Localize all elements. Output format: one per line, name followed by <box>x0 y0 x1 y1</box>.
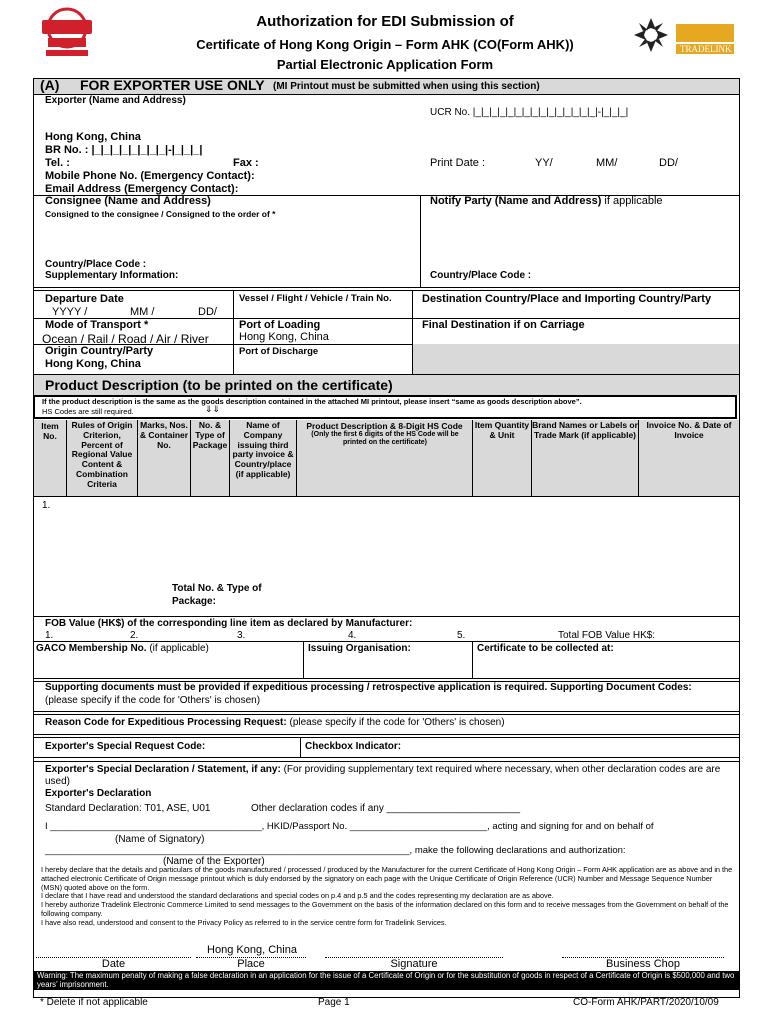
reason-code[interactable]: Reason Code for Expeditious Processing Request: (please specify if the code for 'Others' is chosen) <box>45 717 505 728</box>
declaration-p4: I have also read, understood and consent to the Privacy Policy as referred to in the service centre form for Tradelink Services. <box>41 917 447 927</box>
fob-3[interactable]: 3. <box>237 630 246 641</box>
print-date-dd[interactable]: DD/ <box>659 157 678 169</box>
consignee-sub: Consigned to the consignee / Consigned to the order of * <box>45 209 276 219</box>
vessel-label[interactable]: Vessel / Flight / Vehicle / Train No. <box>239 293 392 304</box>
origin-value: Hong Kong, China <box>45 358 141 370</box>
ucr-field[interactable]: UCR No. |_|_|_|_|_|_|_|_|_|_|_|_|_|_|_|-|_|_|_| <box>430 107 629 118</box>
print-date-label: Print Date : <box>430 157 486 169</box>
place-caption: Place <box>237 958 265 970</box>
email-field[interactable]: Email Address (Emergency Contact): <box>45 183 239 195</box>
departure-mm[interactable]: MM / <box>130 306 155 318</box>
standard-declaration: Standard Declaration: T01, ASE, U01 <box>45 803 211 814</box>
final-destination-label[interactable]: Final Destination if on Carriage <box>422 319 585 331</box>
title-line-1: Authorization for EDI Submission of <box>256 13 514 30</box>
business-chop-caption[interactable]: Business Chop <box>606 958 680 970</box>
fob-4[interactable]: 4. <box>348 630 357 641</box>
issuing-org-label[interactable]: Issuing Organisation: <box>308 643 411 654</box>
col-invoice: Invoice No. & Date of Invoice <box>646 420 732 440</box>
gaco-label[interactable]: GACO Membership No. (if applicable) <box>36 643 209 654</box>
col-quantity: Item Quantity & Unit <box>474 420 530 440</box>
mode-options[interactable]: Ocean / Rail / Road / Air / River <box>42 332 209 346</box>
supporting-docs[interactable]: Supporting documents must be provided if expeditious processing / retrospective application is required. Supporting Document Codes: (please specify if the code for 'Others' is chosen) <box>45 682 692 706</box>
col-company: Name of Company issuing third party invoice & Country/place (if applicable) <box>232 420 294 479</box>
col-marks: Marks, Nos. & Container No. <box>139 420 189 450</box>
product-note-1: If the product description is the same as the goods description contained in the attached MI printout, please insert “same as goods description above”. <box>42 397 582 406</box>
origin-label: Origin Country/Party <box>45 345 154 357</box>
section-a-heading: FOR EXPORTER USE ONLY <box>80 77 265 93</box>
fob-5[interactable]: 5. <box>457 630 466 641</box>
port-of-loading-label: Port of Loading <box>239 319 321 331</box>
tradelink-logo-text: TRADELINK <box>680 44 732 54</box>
product-heading: Product Description (to be printed on the certificate) <box>45 377 393 393</box>
notify-country-code[interactable]: Country/Place Code : <box>430 270 532 281</box>
destination-label[interactable]: Destination Country/Place and Importing Country/Party <box>422 293 712 305</box>
col-rules-of-origin: Rules of Origin Criterion, Percent of Regional Value Content & Combination Criteria <box>71 420 133 489</box>
tel-field[interactable]: Tel. : <box>45 157 70 169</box>
section-a-note: (MI Printout must be submitted when using this section) <box>273 81 540 92</box>
mobile-field[interactable]: Mobile Phone No. (Emergency Contact): <box>45 170 255 182</box>
date-caption: Date <box>101 958 126 970</box>
declaration-heading: Exporter's Declaration <box>45 788 152 799</box>
signatory-line[interactable]: I ________________________________________, HKID/Passport No. __________________________, acting and signing for and on behalf of <box>45 821 654 832</box>
checkbox-indicator[interactable]: Checkbox Indicator: <box>305 741 402 752</box>
special-request-code[interactable]: Exporter's Special Request Code: <box>45 741 206 752</box>
mode-of-transport-label: Mode of Transport * <box>45 319 149 331</box>
fob-2[interactable]: 2. <box>130 630 139 641</box>
print-date-yy[interactable]: YY/ <box>535 157 553 169</box>
col-item-no: Item No. <box>41 421 59 441</box>
departure-dd[interactable]: DD/ <box>198 306 217 318</box>
section-a-label: (A) <box>40 77 60 93</box>
warning-text: Warning: The maximum penalty of making a false declaration in an application for the issue of a Certificate of Origin or for the substitution of goods in respect of a Certificate of Origin is $500,000 and two years' imprisonment. <box>37 971 735 990</box>
collect-at-label[interactable]: Certificate to be collected at: <box>477 643 614 654</box>
departure-date-label: Departure Date <box>45 293 124 305</box>
title-line-2: Certificate of Hong Kong Origin – Form AHK (CO(Form AHK)) <box>196 37 574 52</box>
total-packages-label[interactable]: Total No. & Type of Package: <box>172 583 262 607</box>
col-package: No. & Type of Package <box>192 420 228 450</box>
consignee-label: Consignee (Name and Address) <box>45 195 211 207</box>
print-date-mm[interactable]: MM/ <box>596 157 618 169</box>
exporter-hk: Hong Kong, China <box>45 131 141 143</box>
signatory-caption: (Name of Signatory) <box>115 834 205 845</box>
other-codes[interactable]: Other declaration codes if any ________________________ <box>251 803 521 814</box>
declaration-p3: I hereby authorize Tradelink Electronic Commerce Limited to send messages to the Government on the basis of the information declared on this form and to receive messages from the Government on behalf of the following company. <box>41 900 729 918</box>
pointer-icon: ⇓⇓ <box>205 404 221 414</box>
col-description: Product Description & 8-Digit HS Code <box>306 421 463 431</box>
footer-page: Page 1 <box>318 997 350 1008</box>
row-1-item-no[interactable]: 1. <box>42 500 51 511</box>
product-note-2: HS Codes are still required. <box>42 407 134 416</box>
col-description-sub: (Only the first 6 digits of the HS Code will be printed on the certificate) <box>311 431 459 447</box>
fob-1[interactable]: 1. <box>45 630 54 641</box>
col-brand: Brand Names or Labels or Trade Mark (if applicable) <box>532 420 638 440</box>
footer-form-code: CO-Form AHK/PART/2020/10/09 <box>573 997 719 1008</box>
total-fob[interactable]: Total FOB Value HK$: <box>558 630 656 641</box>
fob-label: FOB Value (HK$) of the corresponding line item as declared by Manufacturer: <box>45 618 413 629</box>
exporter-label: Exporter (Name and Address) <box>45 95 186 106</box>
footer-delete-note: * Delete if not applicable <box>40 997 148 1008</box>
special-declaration[interactable]: Exporter's Special Declaration / Statement, if any: (For providing supplementary text required where necessary, when other declaration codes are are used) <box>45 764 721 787</box>
consignee-country-code[interactable]: Country/Place Code : <box>45 259 147 270</box>
fax-field[interactable]: Fax : <box>233 157 259 169</box>
hkgcc-logo <box>36 6 98 60</box>
declaration-body <box>41 866 735 927</box>
exporter-name-line[interactable]: _____________________________________________________________________, make the following declarations and authorization: <box>45 845 626 856</box>
port-of-discharge-label[interactable]: Port of Discharge <box>239 346 319 357</box>
exporter-caption: (Name of the Exporter) <box>163 856 265 867</box>
notify-party-label: Notify Party (Name and Address) if applicable <box>430 195 663 207</box>
declaration-p1: I hereby declare that the details and particulars of the goods manufactured / processed / produced by the Manufacturer for the current Certificate of Hong Kong Origin – Form AHK application are as above and in the attached electronic Certificate of Origin message printout which is duly endorsed by the signatory on each page with the Unique Certificate of Origin Reference (UCR) Number and Message Sequence Number (MSN) quoted above on the form. <box>41 865 733 892</box>
departure-yyyy[interactable]: YYYY / <box>52 306 88 318</box>
port-of-loading-value: Hong Kong, China <box>239 331 329 343</box>
place-value: Hong Kong, China <box>207 944 297 956</box>
br-field[interactable]: BR No. : |_|_|_|_|_|_|_|_|-|_|_|_| <box>45 144 203 156</box>
signature-caption[interactable]: Signature <box>390 958 438 970</box>
supplementary-info[interactable]: Supplementary Information: <box>45 270 179 281</box>
title-line-3: Partial Electronic Application Form <box>276 57 494 72</box>
declaration-p2: I declare that I have read and understood the standard declarations and special codes on p.4 and p.5 and the codes representing my declaration are as above. <box>41 891 554 901</box>
